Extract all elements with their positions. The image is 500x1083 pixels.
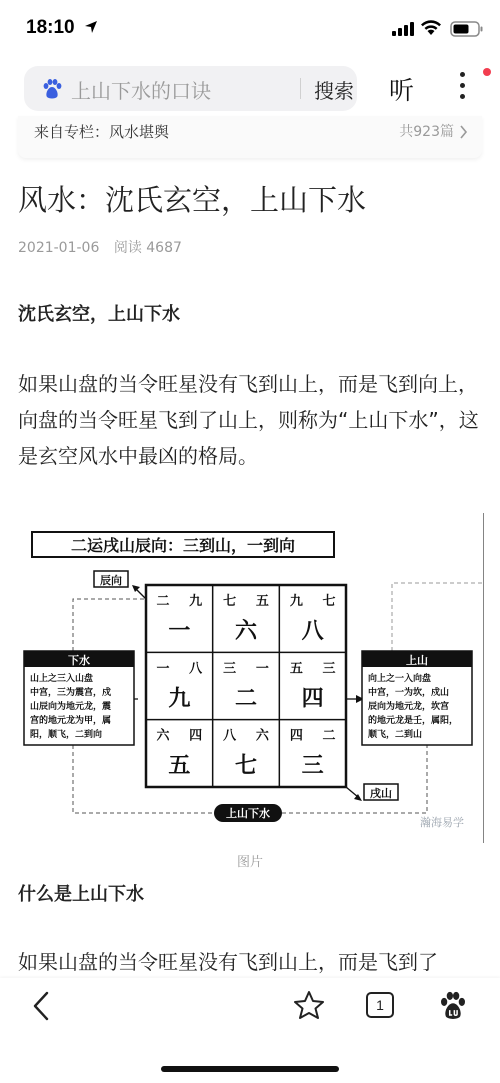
wifi-icon: [420, 20, 442, 36]
box-text-line: 辰向为地元龙，坎宫: [368, 702, 450, 712]
section-heading: 沈氏玄空，上山下水: [18, 304, 180, 325]
mountain-star: 三: [223, 661, 237, 677]
watermark: 瀚海易学: [420, 816, 464, 829]
mountain-star: 七: [223, 594, 237, 609]
article-figure[interactable]: [18, 513, 484, 843]
column-label: 来自专栏：风水堪舆: [34, 123, 170, 141]
base-star: 三: [301, 752, 324, 779]
location-arrow-icon: [84, 20, 98, 34]
box-text-line: 阳，顺飞，二到向: [30, 730, 103, 740]
box-text-line: 向上之一入向盘: [368, 674, 432, 684]
search-input[interactable]: 上山下水的口诀: [71, 79, 211, 103]
base-star: 七: [234, 752, 258, 779]
box-text-line: 的地元龙是壬，属阳，: [368, 716, 459, 726]
mountain-star: 五: [289, 661, 303, 677]
base-star: 五: [168, 752, 191, 779]
search-bar[interactable]: [24, 66, 357, 111]
facing-star: 六: [255, 728, 269, 744]
facing-star: 七: [322, 594, 336, 609]
tabs-count: 1: [376, 997, 384, 1013]
listen-button[interactable]: 听: [389, 76, 415, 105]
column-source-card[interactable]: [18, 116, 482, 158]
section-heading: 什么是上山下水: [18, 884, 144, 905]
article-meta: [18, 237, 192, 257]
search-button[interactable]: 搜索: [314, 79, 354, 103]
more-menu-icon[interactable]: [456, 72, 468, 104]
mountain-star: 二: [156, 594, 170, 609]
base-star: 一: [168, 618, 191, 644]
mountain-star: 一: [156, 661, 170, 677]
search-divider: [300, 78, 301, 99]
base-star: 四: [301, 685, 324, 712]
tabs-button[interactable]: [366, 992, 394, 1018]
facing-star: 二: [322, 728, 336, 744]
bottom-toolbar: [0, 978, 500, 1083]
baidu-home-icon[interactable]: [438, 991, 468, 1021]
chen-direction-label: 辰向: [100, 574, 122, 587]
facing-star: 九: [189, 594, 203, 609]
article-paragraph: 如果山盘的当令旺星没有飞到山上，而是飞到向上，向盘的当令旺星飞到了山上，则称为“上山下水”，这是玄空风水中最凶的格局。: [18, 372, 479, 468]
article-reads: 阅读 4687: [113, 240, 182, 256]
box-text-line: 中宫，一为坎，戍山: [368, 688, 450, 698]
mountain-star: 四: [289, 728, 303, 744]
chevron-right-icon: [459, 125, 468, 139]
right-box-title: 上山: [406, 654, 428, 667]
favorite-star-icon[interactable]: [293, 990, 325, 1020]
shangshan-xiashui-label: 上山下水: [226, 807, 270, 820]
box-text-line: 宫的地元龙为甲，属: [30, 716, 112, 726]
facing-star: 八: [189, 661, 203, 677]
mountain-star: 八: [223, 728, 237, 744]
home-indicator: [161, 1066, 339, 1072]
box-text-line: 中宫，三为震宫，戍: [30, 688, 112, 698]
mountain-star: 六: [156, 728, 170, 744]
notification-dot: [483, 68, 491, 76]
column-count: 共923篇: [399, 124, 454, 140]
base-star: 六: [234, 618, 258, 644]
base-star: 二: [234, 685, 258, 712]
article-paragraph: 如果山盘的当令旺星没有飞到山上，而是飞到了: [18, 950, 438, 974]
mountain-star: 九: [289, 594, 303, 609]
box-text-line: 山上之三入山盘: [30, 674, 94, 684]
back-icon[interactable]: [30, 990, 52, 1022]
facing-star: 一: [255, 661, 269, 677]
facing-star: 五: [255, 594, 269, 609]
cellular-signal-icon: [392, 22, 414, 36]
figure-caption: 图片: [236, 855, 263, 870]
article-date: 2021-01-06: [18, 240, 100, 256]
box-text-line: 顺飞，二到山: [368, 730, 423, 740]
base-star: 八: [301, 618, 324, 644]
facing-star: 三: [322, 661, 336, 677]
article-title: 风水：沈氏玄空，上山下水: [18, 183, 367, 217]
base-star: 九: [168, 685, 191, 712]
xu-mountain-label: 戌山: [370, 787, 392, 800]
battery-icon: [450, 21, 484, 37]
baidu-paw-icon: [41, 78, 63, 100]
status-time: 18:10: [26, 17, 75, 38]
facing-star: 四: [189, 728, 203, 744]
status-bar: [0, 0, 500, 60]
figure-title: 二运戌山辰向：三到山，一到向: [70, 536, 296, 555]
left-box-title: 下水: [68, 654, 90, 667]
box-text-line: 山辰向为地元龙，震: [30, 702, 112, 712]
